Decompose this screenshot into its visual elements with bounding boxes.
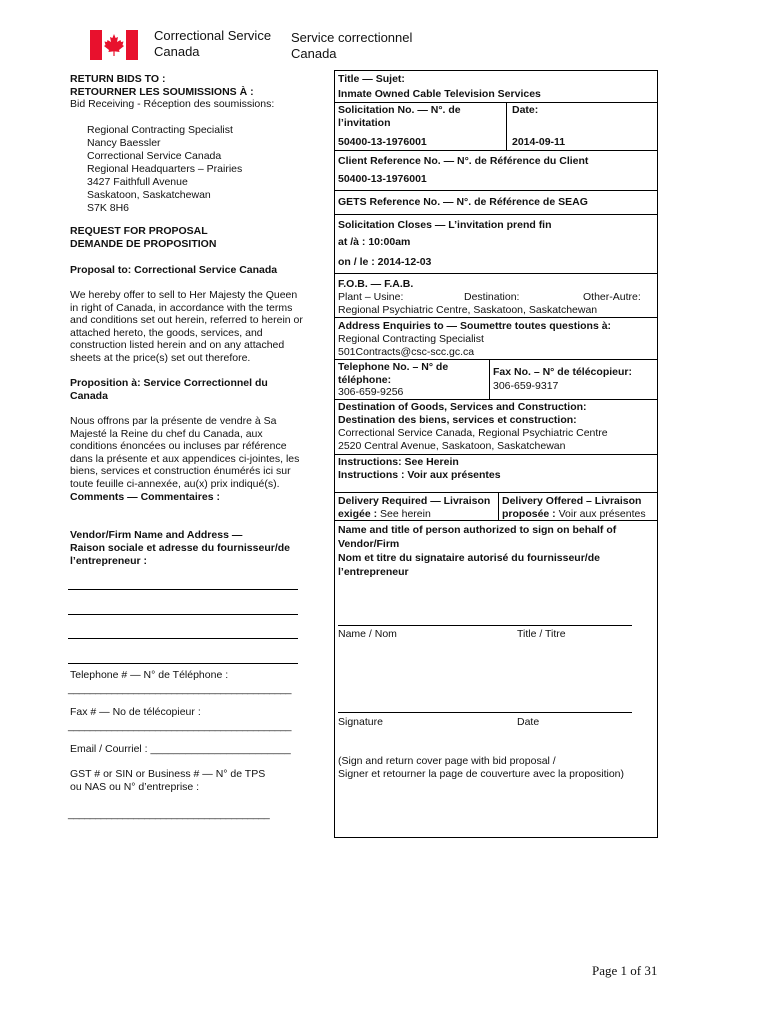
delivery-offered-value: Voir aux présentes [555,508,646,520]
address-line: Regional Headquarters – Prairies [87,163,243,175]
dept-en-line2: Canada [154,44,200,59]
offer-fr-line: dans la présente et aux appendices ci-jointes, les [70,452,300,465]
delivery-offered [502,495,646,521]
client-ref-label: Client Reference No. — N°. de Référence du Client [338,155,589,167]
telephone-no-value: 306-659-9256 [338,386,404,398]
instructions-en: Instructions: See Herein [338,456,459,468]
divider [334,454,658,455]
authorized-line3: Nom et titre du signataire autorisé du fournisseur/de [338,552,600,564]
solicitation-no-label-line1: Solicitation No. — N°. de [338,104,461,116]
dept-fr-line1: Service correctionnel [291,30,413,45]
department-name-en [154,28,271,60]
fob-other: Other-Autre: [583,291,641,303]
offer-en-line: sheets at the price(s) set out therefore. [70,351,251,364]
divider [334,520,658,521]
gets-ref-label: GETS Reference No. — N°. de Référence de SEAG [338,196,588,208]
authorized-line4: l’entrepreneur [338,566,409,578]
solicitation-no-label-line2: l’invitation [338,117,391,129]
rfp-en: REQUEST FOR PROPOSAL [70,225,208,237]
address-line: Nancy Baessler [87,137,161,149]
destination-value-1: Correctional Service Canada, Regional Psychiatric Centre [338,427,608,439]
solicitation-no-value: 50400-13-1976001 [338,136,427,148]
rfp-heading [70,225,320,251]
fax-no-label: Fax No. – N° de télécopieur: [493,366,632,378]
signature-field-line[interactable] [338,712,632,713]
department-name-fr [291,30,412,62]
offer-fr-line: Majesté la Reine du chef du Canada, aux [70,427,263,440]
name-title-field-line[interactable] [338,625,632,626]
vendor-field-line[interactable] [68,638,298,639]
divider [334,190,658,191]
retourner-label: RETOURNER LES SOUMISSIONS À : [70,85,254,98]
delivery-required [338,495,490,521]
proposition-line1: Proposition à: Service Correctionnel du [70,377,268,389]
divider [334,399,658,400]
authorized-line2: Vendor/Firm [338,538,400,550]
fax-field[interactable]: _________________________________________ [68,720,292,732]
gst-label [70,768,265,794]
fob-value: Regional Psychiatric Centre, Saskatoon, Saskatchewan [338,304,598,316]
title-value: Inmate Owned Cable Television Services [338,88,541,100]
title-label: Title — Sujet: [338,73,405,85]
vendor-field-line[interactable] [68,614,298,615]
gst-line2: ou NAS ou N° d’entreprise : [70,781,200,793]
divider [334,150,658,151]
offer-en-line: in right of Canada, in accordance with the terms [70,301,293,314]
dept-fr-line2: Canada [291,46,337,61]
delivery-offered-line1: Delivery Offered – Livraison [502,495,642,507]
title-sig-label: Title / Titre [517,628,566,640]
offer-en-line: We hereby offer to sell to Her Majesty the Queen [70,289,298,301]
fax-label: Fax # — No de télécopieur : [70,706,201,718]
divider [334,317,658,318]
divider [334,273,658,274]
offer-en [70,289,320,365]
authorized-line1: Name and title of person authorized to sign on behalf of [338,524,617,536]
delivery-required-line1: Delivery Required — Livraison [338,495,491,507]
delivery-offered-label: proposée : [502,508,556,520]
offer-fr-line: toute feuille ci-annexée, au(x) prix indiqué(s). [70,477,280,490]
divider [498,492,499,520]
divider [334,359,658,360]
left-column [70,73,320,111]
closes-date: on / le : 2014-12-03 [338,256,432,268]
offer-fr-line: biens, services et construction énumérés ici sur [70,465,291,478]
fob-plant: Plant – Usine: [338,291,404,303]
vendor-field-line[interactable] [68,663,298,664]
telephone-no-label-line2: téléphone: [338,374,392,386]
address-line: Regional Contracting Specialist [87,124,233,136]
page-number: Page 1 of 31 [592,963,658,978]
vendor-line2: Raison sociale et adresse du fournisseur/de [70,542,290,554]
canada-flag-icon [90,30,138,60]
offer-fr [70,415,320,503]
offer-en-line: and conditions set out herein, referred to herein or [70,314,303,327]
sign-return-line1: (Sign and return cover page with bid proposal / [338,755,556,767]
closes-time: at /à : 10:00am [338,236,411,248]
telephone-no-label [338,361,448,387]
authorized-signer-label [338,523,616,579]
divider [334,102,658,103]
vendor-line3: l’entrepreneur : [70,555,148,567]
offer-en-line: construction listed herein and on any attached [70,339,285,352]
divider [334,492,658,493]
proposition-line2: Canada [70,390,108,402]
rfp-fr: DEMANDE DE PROPOSITION [70,238,217,250]
fob-label: F.O.B. — F.A.B. [338,278,414,290]
address-line: 3427 Faithfull Avenue [87,176,188,188]
telephone-no-label-line1: Telephone No. – N° de [338,361,449,373]
instructions-fr: Instructions : Voir aux présentes [338,469,501,481]
divider [334,214,658,215]
address-line: Correctional Service Canada [87,150,222,162]
dept-en-line1: Correctional Service [154,28,272,43]
return-address [87,124,317,215]
fax-no-value: 306-659-9317 [493,380,559,392]
delivery-required-label: exigée : [338,508,378,520]
address-line: Saskatoon, Saskatchewan [87,189,211,201]
telephone-label: Telephone # — N° de Téléphone : [70,669,229,681]
client-ref-value: 50400-13-1976001 [338,173,427,185]
bid-receiving-label: Bid Receiving - Réception des soumissions: [70,98,275,111]
vendor-line1: Vendor/Firm Name and Address — [70,529,243,541]
fob-destination: Destination: [464,291,520,303]
divider [489,359,490,399]
destination-label-fr: Destination des biens, services et construction: [338,414,577,426]
return-bids-label: RETURN BIDS TO : [70,73,166,85]
proposal-to: Proposal to: Correctional Service Canada [70,264,278,276]
gst-line1: GST # or SIN or Business # — N° de TPS [70,768,266,780]
telephone-field[interactable]: _________________________________________ [68,683,292,695]
enquiries-contact: Regional Contracting Specialist [338,333,484,345]
date-label: Date: [512,104,539,116]
destination-value-2: 2520 Central Avenue, Saskatoon, Saskatchewan [338,440,566,452]
signature-label: Signature [338,716,383,728]
divider [506,102,507,150]
offer-fr-line: Nous offrons par la présente de vendre à Sa [70,415,277,427]
destination-label-en: Destination of Goods, Services and Construction: [338,401,587,413]
date-value: 2014-09-11 [512,136,566,148]
date-sig-label: Date [517,716,540,728]
offer-fr-line: conditions énoncées ou incluses par référence [70,440,287,453]
email-field[interactable]: Email / Courriel : ________________________ [70,743,291,755]
gst-field[interactable]: _____________________________________ [68,808,270,820]
offer-en-line: attached hereto, the goods, services, and [70,326,263,339]
delivery-required-value: See herein [377,508,431,520]
address-line: S7K 8H6 [87,202,130,214]
sign-return-note [338,755,624,781]
vendor-heading [70,529,290,568]
closes-label: Solicitation Closes — L’invitation prend fin [338,219,552,231]
vendor-field-line[interactable] [68,589,298,590]
enquiries-label: Address Enquiries to — Soumettre toutes questions à: [338,320,612,332]
solicitation-no-label [338,104,461,130]
sign-return-line2: Signer et retourner la page de couverture avec la proposition) [338,768,625,780]
comments-label: Comments — Commentaires : [70,490,220,503]
proposition-heading [70,377,268,403]
name-label: Name / Nom [338,628,397,640]
enquiries-email[interactable]: 501Contracts@csc-scc.gc.ca [338,346,475,358]
